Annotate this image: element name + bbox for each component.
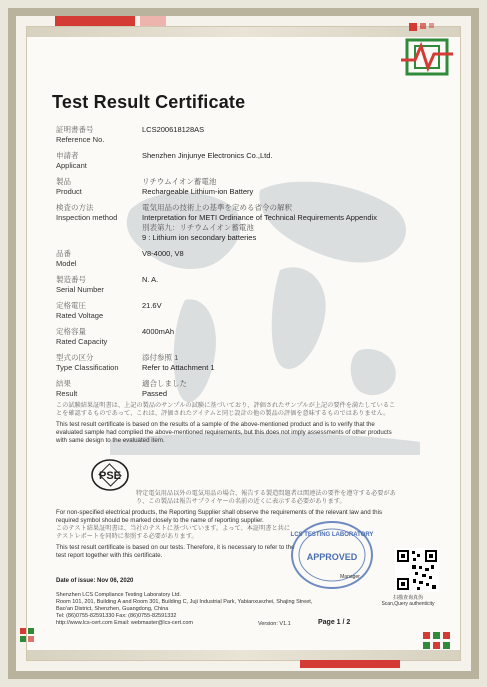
method-value-en-2: 9 : Lithium ion secondary batteries <box>142 233 257 242</box>
field-voltage <box>56 301 406 321</box>
paragraph-jp: この試験結果証明書は、上記の製品のサンプルの試験に基づいており、評価されたサンプルが上記の要件を満たしていることを確認するものであって、これは、評価されたアイテムと同じ設計の他の製品の評価を意味するものではありません。 <box>56 402 396 417</box>
stamp-text-bottom: Manager <box>340 574 360 580</box>
label-en: Rated Voltage <box>56 311 104 320</box>
label-jp: 定格電圧 <box>56 301 86 310</box>
paragraph-jp: 特定電気用品以外の電気用品の場合、報告する製造問題者は関連法の要件を遵守する必要があり、この製品は報告サプライヤーの名前の近くに表示する必要があります。 <box>136 490 396 505</box>
lcs-logo <box>401 36 453 78</box>
field-model <box>56 249 406 269</box>
method-value-jp-1: 電気用品の技術上の基準を定める省令の解釈 <box>142 203 292 212</box>
type-value-en: Refer to Attachment 1 <box>142 363 215 372</box>
label-jp: 証明書番号 <box>56 125 94 134</box>
deco-squares-bottom-right <box>423 632 463 665</box>
top-red-bar-faded <box>140 16 166 26</box>
label-en: Applicant <box>56 161 87 170</box>
stamp-text-top: LCS TESTING LABORATORY <box>290 532 374 538</box>
approved-stamp <box>290 520 374 590</box>
certificate-fields <box>56 125 406 405</box>
label-jp: 製造番号 <box>56 275 86 284</box>
deco-red-bar-bottom <box>300 660 400 668</box>
method-value-en-1: Interpretation for METI Ordinance of Technical Requirements Appendix <box>142 213 377 222</box>
label-en: Model <box>56 259 77 268</box>
method-value-jp-2: 別表第九：リチウムイオン蓄電池 <box>142 223 254 232</box>
issue-date: Date of issue: Nov 06, 2020 <box>56 578 134 584</box>
voltage-value: 21.6V <box>142 301 162 310</box>
label-en: Type Classification <box>56 363 119 372</box>
label-jp: 検査の方法 <box>56 203 94 212</box>
qr-code[interactable] <box>395 548 439 592</box>
pse-mark <box>90 458 130 492</box>
paragraph-sample-basis <box>56 402 401 445</box>
applicant-value: Shenzhen Jinjunye Electronics Co.,Ltd. <box>142 151 273 160</box>
field-applicant <box>56 151 406 171</box>
result-value-en: Passed <box>142 389 168 398</box>
capacity-value: 4000mAh <box>142 327 175 336</box>
certificate-title: Test Result Certificate <box>52 92 246 112</box>
version-label: Version: V1.1 <box>258 621 291 627</box>
field-serial <box>56 275 406 295</box>
address-line: Shenzhen LCS Compliance Testing Laboratory Ltd. <box>56 592 181 598</box>
bottom-border-strip <box>27 650 460 660</box>
type-value-jp: 添付参照 1 <box>142 353 179 362</box>
model-value: V8-4000, V8 <box>142 249 184 258</box>
paragraph-jp: このテスト結果証明書は、当社のテストに基づいています。よって、本証明書と共にテストレポートを同時に参照する必要があります。 <box>56 525 291 540</box>
product-value-jp: リチウムイオン蓄電池 <box>142 177 217 186</box>
label-jp: 結果 <box>56 379 71 388</box>
field-method <box>56 203 406 243</box>
product-value-en: Rechargeable Lithium-ion Battery <box>142 187 254 196</box>
label-en: Rated Capacity <box>56 337 108 346</box>
label-en: Reference No. <box>56 135 105 144</box>
paragraph-test-basis <box>56 525 296 560</box>
label-jp: 品番 <box>56 249 71 258</box>
field-type <box>56 353 406 373</box>
label-en: Serial Number <box>56 285 104 294</box>
paragraph-en: This test result certificate is based on our tests. Therefore, it is necessary to refer to the test report together with this certificate. <box>56 544 295 559</box>
address-line: Tel: (86)0755-82591330 Fax: (86)0755-82591332 <box>56 613 177 619</box>
pse-letters: PSE <box>98 470 122 482</box>
field-product <box>56 177 406 197</box>
qr-caption-jp: 扫描查询真伪 <box>392 595 423 601</box>
address-line: Bao'an District, Shenzhen, Guangdong, China <box>56 606 169 612</box>
paragraph-en: For non-specified electrical products, the Reporting Supplier shall observe the requirements of the relevant law and this required symbol should be marked closely to the name of reporting supplier. <box>56 509 383 524</box>
page-number: Page 1 / 2 <box>318 619 351 626</box>
label-jp: 申請者 <box>56 151 79 160</box>
address-line[interactable]: http://www.lcs-cert.com Email: webmaster@lcs-cert.com <box>56 620 193 626</box>
deco-squares-bottom-left <box>20 628 50 663</box>
qr-caption <box>373 595 443 607</box>
serial-value: N. A. <box>142 275 159 284</box>
reference-value: LCS200618128AS <box>142 125 205 134</box>
address-line: Room 101, 201, Building A and Room 301, Building C, Juji Industrial Park, Yabianxuezhei, Shajing Street, <box>56 599 313 605</box>
top-border-strip <box>27 27 460 37</box>
label-jp: 型式の区分 <box>56 353 94 362</box>
field-result <box>56 379 406 399</box>
field-reference <box>56 125 406 145</box>
result-value-jp: 適合しました <box>142 379 187 388</box>
stamp-text-mid: APPROVED <box>306 552 358 562</box>
field-capacity <box>56 327 406 347</box>
paragraph-en: This test result certificate is based on the results of a sample of the above-mentioned product and is to verify that the evaluated sample had complied the above-mentioned requirements, but this does not imply assessments of other products with same design to the evaluated item. <box>56 421 392 444</box>
top-red-bar <box>55 16 135 26</box>
label-en: Inspection method <box>56 213 118 222</box>
label-en: Result <box>56 389 78 398</box>
label-jp: 定格容量 <box>56 327 86 336</box>
label-en: Product <box>56 187 82 196</box>
qr-caption-en: Scan,Query authenticity <box>381 601 435 607</box>
label-jp: 製品 <box>56 177 71 186</box>
